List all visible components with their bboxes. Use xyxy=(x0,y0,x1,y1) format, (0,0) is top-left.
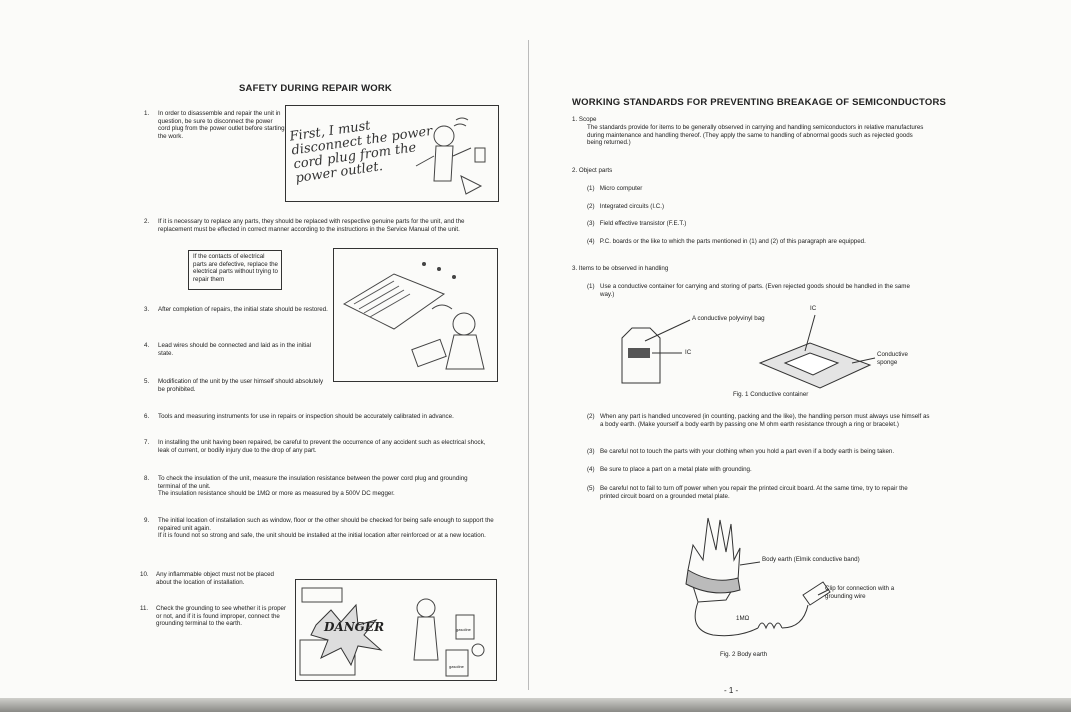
scope-text: The standards provide for items to be generally observed in carrying and handling semiconductors in relative manufactures during maintenance and handling thereof. (They apply the same to handling of abnormal goods such as rejected goods being returned.) xyxy=(587,124,924,147)
handling-item-number: (5) xyxy=(587,485,595,492)
item-10-text: Any inflammable object must not be placed about the location of installation. xyxy=(156,571,274,586)
fig2-band-label: Body earth (Elmik conductive band) xyxy=(762,556,860,563)
page-fold xyxy=(528,40,529,690)
handwritten-note: First, I must disconnect the power cord plug from the power outlet. xyxy=(288,118,434,187)
item-2-text: If it is necessary to replace any parts, they should be replaced with respective genuine parts for the unit, and the replacement must be effected in correct manner according to the instructions in the Service Manual of the unit. xyxy=(158,218,465,233)
technician-drawing xyxy=(286,106,498,201)
contacts-note-box xyxy=(188,250,282,290)
scope-heading: 1. Scope xyxy=(572,116,597,123)
object-part-3: (3) Field effective transistor (F.E.T.) xyxy=(587,220,687,227)
handling-item-number: (2) xyxy=(587,413,595,420)
fig2-clip-label: Clip for connection with a grounding wire xyxy=(825,585,895,600)
item-number: 6. xyxy=(144,413,150,420)
fig1-ic-left: IC xyxy=(685,349,692,356)
item-number: 3. xyxy=(144,306,150,313)
fig1-drawing xyxy=(620,303,940,393)
handling-item-number: (4) xyxy=(587,466,595,473)
item-11-text: Check the grounding to see whether it is proper or not, and if it is found improper, connect the grounding terminal to the earth. xyxy=(156,605,287,628)
item-3-text: After completion of repairs, the initial state should be restored. xyxy=(158,306,328,313)
handling-item-3: Be careful not to touch the parts with your clothing when you hold a part even if a body earth is being taken. xyxy=(600,448,895,455)
item-1-text: In order to disassemble and repair the unit in question, be sure to disconnect the power cord plug from the power outlet before starting the work. xyxy=(158,110,285,140)
fig1-ic-top: IC xyxy=(810,305,817,312)
illustration-disconnect xyxy=(285,105,499,202)
board-repair-drawing xyxy=(334,249,497,381)
item-number: 9. xyxy=(144,517,150,524)
item-6-text: Tools and measuring instruments for use in repairs or inspection should be accurately calibrated in advance. xyxy=(158,413,454,420)
fig1-sponge-label: Conductive sponge xyxy=(877,351,908,366)
item-number: 1. xyxy=(144,110,150,117)
item-7-text: In installing the unit having been repaired, be careful to prevent the occurrence of any accident such as electrical shock, leak of current, or bodily injury due to the drop of any part. xyxy=(158,439,486,454)
item-number: 11. xyxy=(140,605,149,612)
item-number: 7. xyxy=(144,439,150,446)
item-8-text: To check the insulation of the unit, measure the insulation resistance between the power cord plug and grounding terminal of the unit. The insulation resistance should be 1MΩ or more as measured by a 500V DC megger. xyxy=(158,475,468,498)
item-5-text: Modification of the unit by the user himself should absolutely be prohibited. xyxy=(158,378,324,393)
item-number: 4. xyxy=(144,342,150,349)
item-4-text: Lead wires should be connected and laid as in the initial state. xyxy=(158,342,312,357)
semiconductor-title: WORKING STANDARDS FOR PREVENTING BREAKAGE OF SEMICONDUCTORS xyxy=(572,97,947,108)
fig1-bag-label: A conductive polyvinyl bag xyxy=(692,315,765,322)
gasoline-label: gasoline xyxy=(456,627,471,632)
fig2-drawing xyxy=(668,510,868,650)
handling-item-number: (3) xyxy=(587,448,595,455)
handling-item-1: Use a conductive container for carrying and storing of parts. (Even rejected goods should be handled in the same way.) xyxy=(600,283,910,298)
item-number: 5. xyxy=(144,378,150,385)
handling-heading: 3. Items to be observed in handling xyxy=(572,265,669,272)
handling-item-4: Be sure to place a part on a metal plate with grounding. xyxy=(600,466,752,473)
object-parts-heading: 2. Object parts xyxy=(572,167,613,174)
contacts-note: If the contacts of electrical parts are defective, replace the electrical parts without trying to repair them xyxy=(193,253,278,283)
handling-item-5: Be careful not to fail to turn off power when you repair the printed circuit board. At the same time, try to repair the printed circuit board on a grounded metal plate. xyxy=(600,485,908,500)
item-number: 10. xyxy=(140,571,149,578)
handling-item-number: (1) xyxy=(587,283,595,290)
gasoline-can-label: gasoline xyxy=(449,664,464,669)
object-part-4: (4) P.C. boards or the like to which the parts mentioned in (1) and (2) of this paragraph are equipped. xyxy=(587,238,866,245)
fig2-resistor-label: 1MΩ xyxy=(736,615,750,622)
safety-title: SAFETY DURING REPAIR WORK xyxy=(239,83,392,94)
item-number: 8. xyxy=(144,475,150,482)
fig1-caption: Fig. 1 Conductive container xyxy=(733,391,809,398)
item-9-text: The initial location of installation such as window, floor or the other should be checked for being safe enough to support the repaired unit again. If it is found not so strong and safe, the unit should be installed at the initial location after reinforced or at a new location. xyxy=(158,517,494,540)
scan-edge xyxy=(0,698,1071,712)
object-part-2: (2) Integrated circuits (I.C.) xyxy=(587,203,665,210)
item-number: 2. xyxy=(144,218,150,225)
page-number: - 1 - xyxy=(724,686,739,695)
handling-item-2: When any part is handled uncovered (in counting, packing and the like), the handling person must always use himself as a body earth. (Make yourself a body earth by passing one M ohm earth resistance through a ring or bracelet.) xyxy=(600,413,930,428)
illustration-board xyxy=(333,248,498,382)
danger-label: DANGER xyxy=(324,620,385,634)
illustration-danger xyxy=(295,579,497,681)
object-part-1: (1) Micro computer xyxy=(587,185,643,192)
fig2-caption: Fig. 2 Body earth xyxy=(720,651,768,658)
